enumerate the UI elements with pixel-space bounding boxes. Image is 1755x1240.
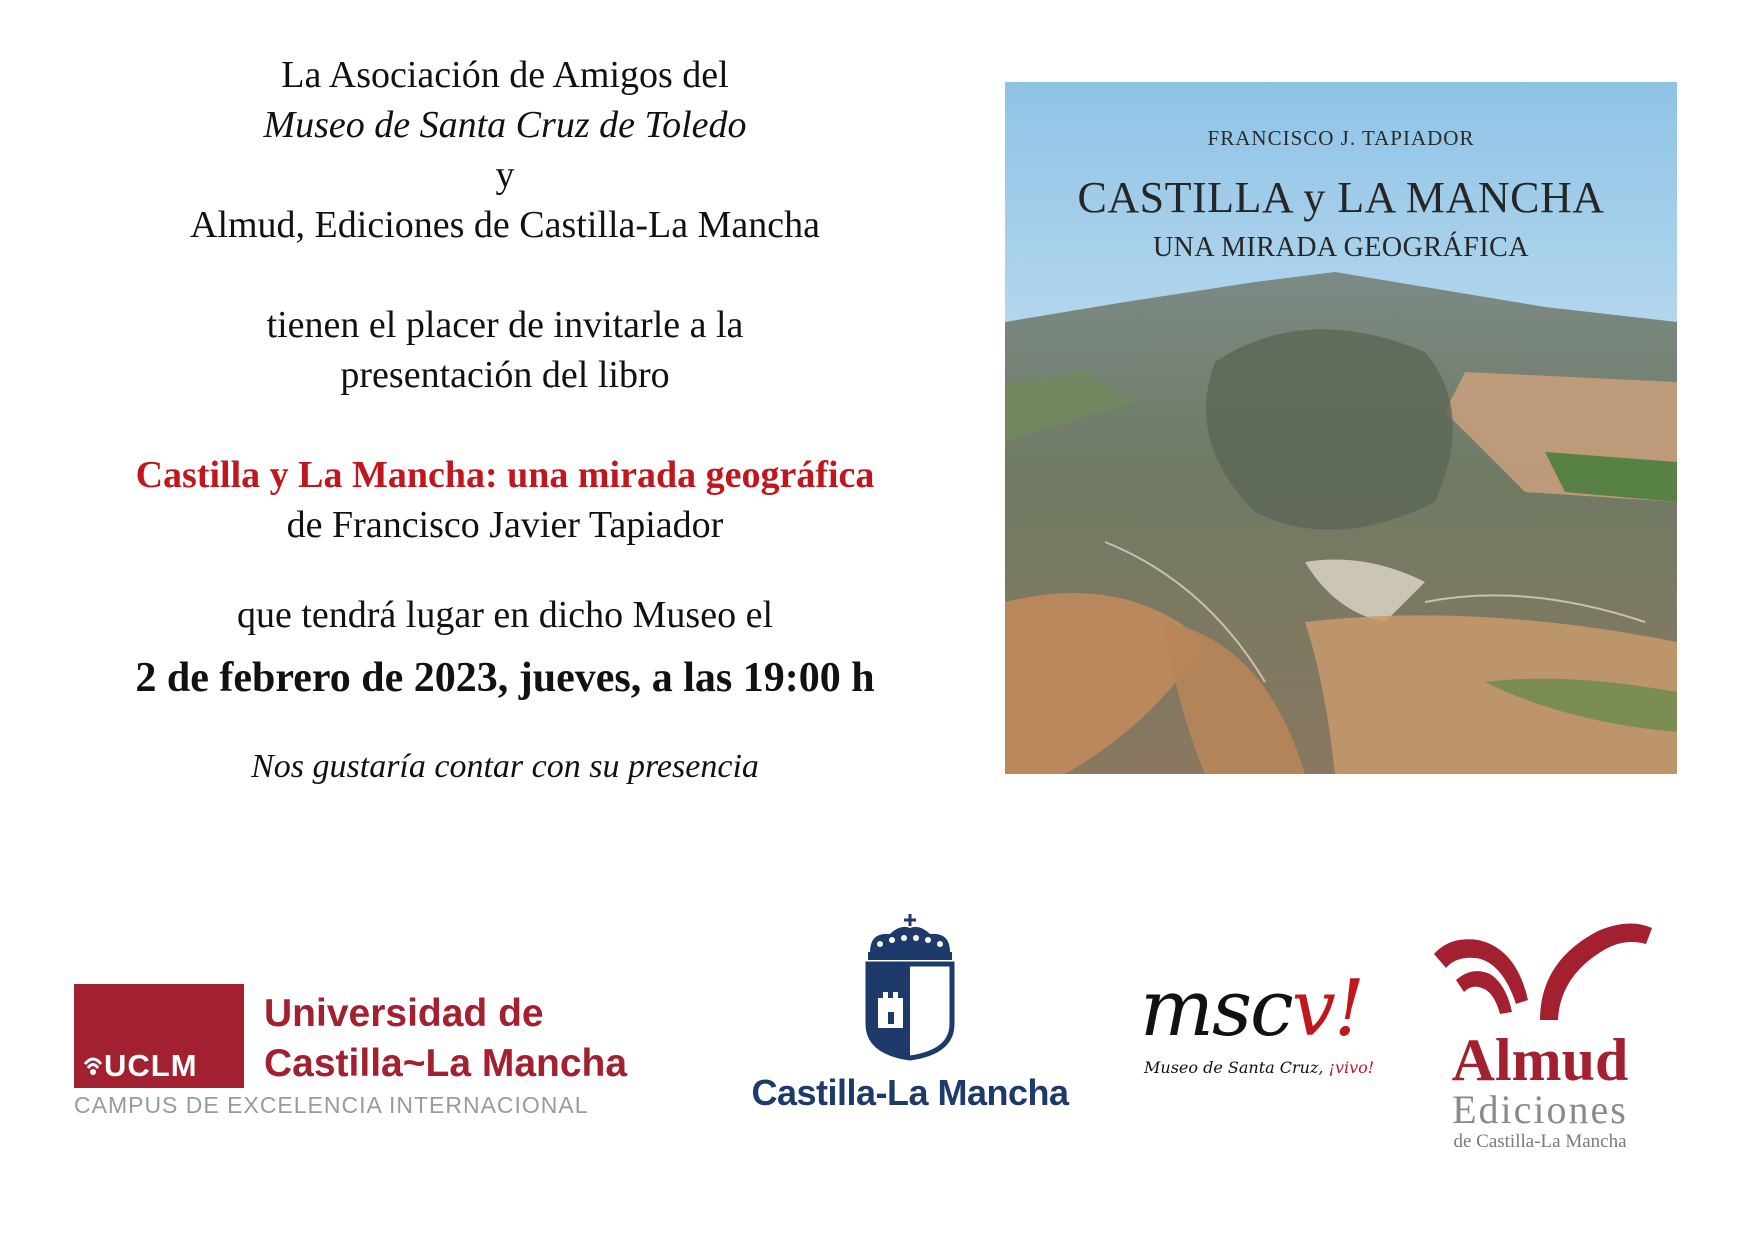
event-date: 2 de febrero de 2023, jueves, a las 19:00 h bbox=[135, 655, 875, 701]
jccm-name: Castilla-La Mancha bbox=[751, 1072, 1069, 1113]
almud-emblem-icon bbox=[1420, 900, 1660, 1030]
mscv-tagline-b: ¡vivo! bbox=[1328, 1058, 1375, 1077]
jccm-crest-icon bbox=[850, 912, 970, 1062]
jccm-logo bbox=[740, 912, 1080, 1122]
uclm-name-line1: Universidad de bbox=[264, 992, 544, 1035]
cover-author: FRANCISCO J. TAPIADOR bbox=[1207, 126, 1475, 150]
uclm-name-line2: Castilla~La Mancha bbox=[264, 1042, 628, 1085]
book-title: Castilla y La Mancha: una mirada geográfica bbox=[135, 454, 875, 496]
invite-line-publisher: Almud, Ediciones de Castilla-La Mancha bbox=[190, 204, 820, 246]
invite-line-presentation: presentación del libro bbox=[340, 354, 670, 396]
uclm-abbr: UCLM bbox=[104, 1048, 198, 1083]
book-author: de Francisco Javier Tapiador bbox=[286, 504, 724, 546]
mscv-wordmark bbox=[1140, 964, 1364, 1054]
almud-ediciones: Ediciones bbox=[1452, 1087, 1628, 1132]
cover-title: CASTILLA y LA MANCHA bbox=[1077, 173, 1605, 222]
book-cover bbox=[1005, 82, 1677, 774]
uclm-signal-icon bbox=[82, 1050, 104, 1078]
mscv-tagline-a: Museo de Santa Cruz, bbox=[1144, 1058, 1329, 1077]
uclm-logo-box bbox=[74, 984, 244, 1088]
invitation-text bbox=[60, 50, 950, 792]
mscv-tagline bbox=[1144, 1058, 1374, 1077]
cover-subtitle: UNA MIRADA GEOGRÁFICA bbox=[1152, 232, 1530, 263]
uclm-logo bbox=[74, 984, 674, 1124]
mscv-logo bbox=[1140, 950, 1400, 1090]
uclm-campus: CAMPUS DE EXCELENCIA INTERNACIONAL bbox=[74, 1092, 589, 1118]
invite-line-museum: Museo de Santa Cruz de Toledo bbox=[263, 104, 747, 146]
almud-region: de Castilla-La Mancha bbox=[1453, 1131, 1627, 1152]
invite-line-pleasure: tienen el placer de invitarle a la bbox=[266, 304, 744, 346]
mscv-word-a: msc bbox=[1140, 964, 1292, 1054]
almud-logo bbox=[1420, 900, 1680, 1160]
mscv-word-b: v! bbox=[1291, 964, 1364, 1054]
venue-text: que tendrá lugar en dicho Museo el bbox=[236, 594, 774, 636]
closing-text: Nos gustaría contar con su presencia bbox=[251, 748, 759, 785]
invite-line-association: La Asociación de Amigos del bbox=[281, 54, 729, 96]
invite-line-and: y bbox=[495, 154, 515, 196]
almud-name: Almud bbox=[1451, 1027, 1629, 1093]
